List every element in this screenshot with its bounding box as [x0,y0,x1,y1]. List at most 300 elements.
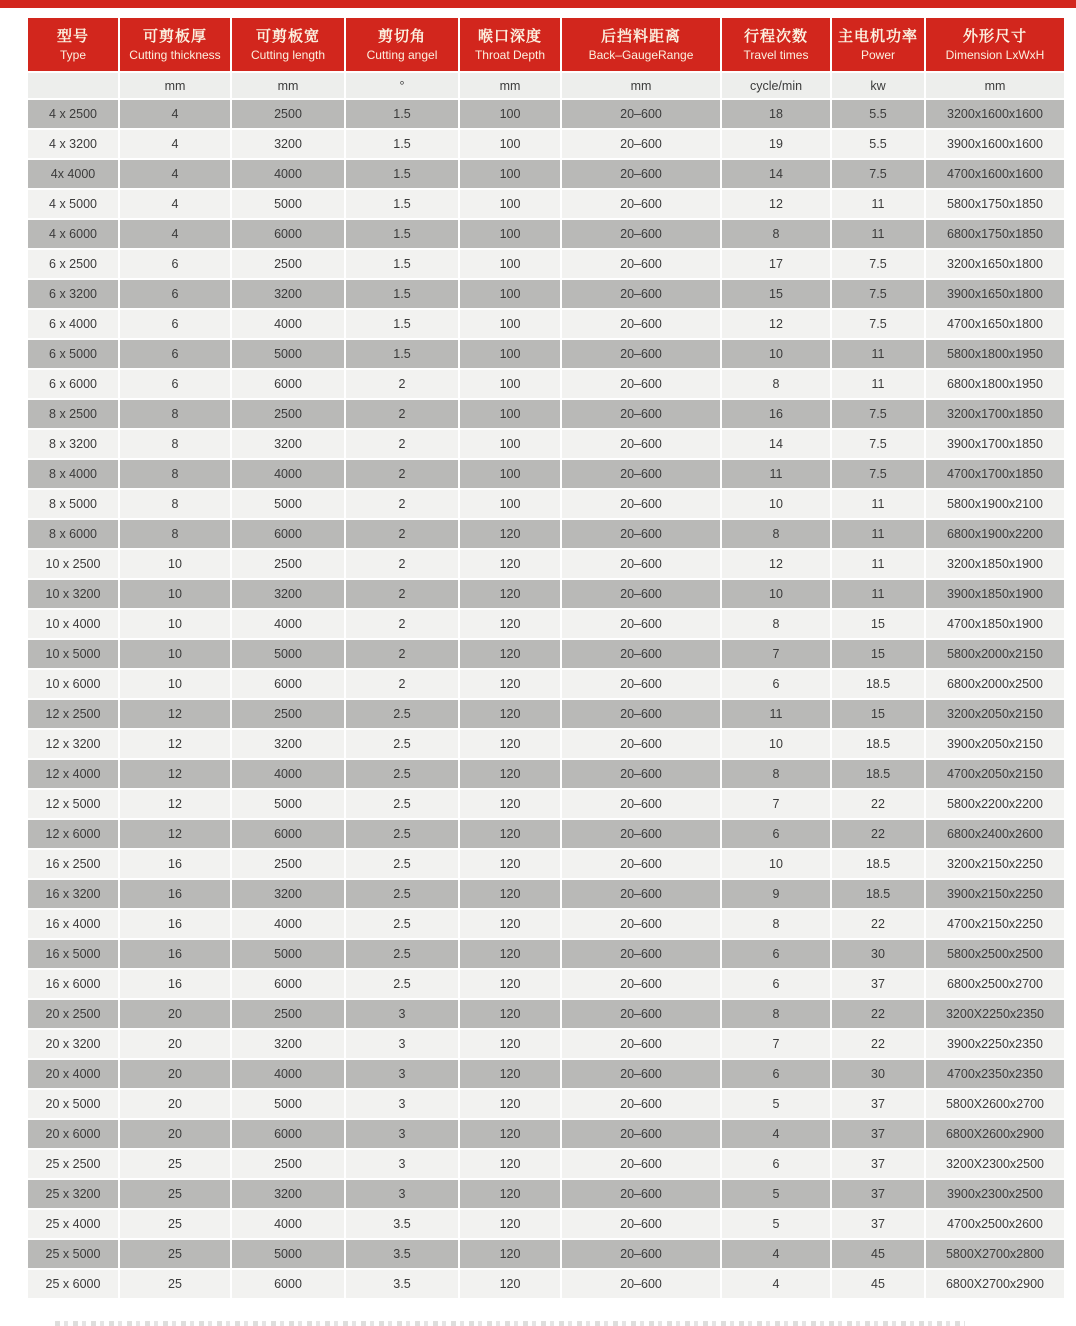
table-cell: 10 [120,670,230,698]
table-cell: 20 x 4000 [28,1060,118,1088]
table-row [28,190,1064,218]
table-cell: 5800x1800x1950 [926,340,1064,368]
table-cell: 20 x 6000 [28,1120,118,1148]
table-cell: 37 [832,970,924,998]
table-cell: 20–600 [562,610,720,638]
table-cell: 100 [460,160,560,188]
table-cell: 37 [832,1090,924,1118]
table-cell: 2 [346,430,458,458]
table-cell: 20–600 [562,1180,720,1208]
table-cell: 3900x2250x2350 [926,1030,1064,1058]
table-cell: 25 [120,1180,230,1208]
table-cell: 2500 [232,100,344,128]
table-cell: 120 [460,1000,560,1028]
table-cell: 20–600 [562,850,720,878]
table-cell: 16 [120,880,230,908]
table-cell: 20–600 [562,250,720,278]
table-cell: 1.5 [346,100,458,128]
table-cell: 2500 [232,400,344,428]
table-cell: 3200x1650x1800 [926,250,1064,278]
table-cell: 4700x2500x2600 [926,1210,1064,1238]
table-cell: 5000 [232,340,344,368]
table-cell: 120 [460,880,560,908]
table-cell: 20–600 [562,670,720,698]
table-cell: 25 [120,1240,230,1268]
table-cell: 20–600 [562,790,720,818]
table-cell: 12 [120,760,230,788]
table-cell: 6 [722,940,830,968]
table-cell: 12 x 3200 [28,730,118,758]
table-cell: 5 [722,1210,830,1238]
table-cell: 20–600 [562,430,720,458]
unit-cell: mm [232,73,344,98]
table-cell: 3200x2050x2150 [926,700,1064,728]
table-cell: 12 [722,190,830,218]
table-row [28,580,1064,608]
table-cell: 20–600 [562,1030,720,1058]
units-row [28,73,1064,98]
table-cell: 4000 [232,160,344,188]
table-cell: 5000 [232,190,344,218]
table-cell: 100 [460,220,560,248]
table-cell: 4700x2150x2250 [926,910,1064,938]
table-cell: 20 [120,1000,230,1028]
table-cell: 3200 [232,1030,344,1058]
column-header [232,18,344,71]
table-cell: 120 [460,640,560,668]
table-cell: 12 x 4000 [28,760,118,788]
table-cell: 6 x 5000 [28,340,118,368]
table-cell: 2500 [232,250,344,278]
table-cell: 20 x 2500 [28,1000,118,1028]
table-cell: 3 [346,1150,458,1178]
table-cell: 20 x 5000 [28,1090,118,1118]
table-cell: 5800X2600x2700 [926,1090,1064,1118]
table-cell: 2.5 [346,730,458,758]
column-header-zh: 行程次数 [743,27,808,45]
table-cell: 20–600 [562,1000,720,1028]
table-cell: 100 [460,130,560,158]
table-cell: 120 [460,700,560,728]
unit-cell: ° [346,73,458,98]
table-cell: 3.5 [346,1210,458,1238]
table-cell: 2 [346,580,458,608]
table-cell: 5000 [232,940,344,968]
table-cell: 16 x 6000 [28,970,118,998]
table-row [28,1240,1064,1268]
table-cell: 25 [120,1270,230,1298]
column-header-zh: 剪切角 [377,27,426,45]
table-row [28,1270,1064,1298]
table-cell: 120 [460,820,560,848]
table-cell: 2.5 [346,700,458,728]
cutoff-footnote-text [55,1321,965,1326]
table-cell: 7 [722,640,830,668]
table-cell: 4 [120,130,230,158]
table-cell: 7 [722,1030,830,1058]
table-cell: 8 [722,370,830,398]
table-cell: 6 [722,970,830,998]
table-cell: 20–600 [562,700,720,728]
table-cell: 16 x 2500 [28,850,118,878]
table-cell: 15 [722,280,830,308]
table-cell: 3900x1650x1800 [926,280,1064,308]
column-header [562,18,720,71]
table-cell: 20–600 [562,460,720,488]
table-cell: 20–600 [562,100,720,128]
table-cell: 11 [832,550,924,578]
table-cell: 16 [120,910,230,938]
table-cell: 3200x1700x1850 [926,400,1064,428]
table-cell: 16 [120,970,230,998]
column-header-en: Type [59,47,86,62]
table-cell: 20–600 [562,160,720,188]
table-cell: 10 [722,340,830,368]
table-cell: 2.5 [346,880,458,908]
table-cell: 17 [722,250,830,278]
table-cell: 25 x 3200 [28,1180,118,1208]
table-cell: 3 [346,1180,458,1208]
table-cell: 12 [722,550,830,578]
table-cell: 1.5 [346,220,458,248]
table-cell: 10 [120,550,230,578]
table-row [28,1000,1064,1028]
header-row [28,18,1064,71]
table-row [28,1180,1064,1208]
table-cell: 22 [832,910,924,938]
table-row [28,640,1064,668]
table-cell: 4 x 5000 [28,190,118,218]
table-cell: 20–600 [562,550,720,578]
table-cell: 25 x 2500 [28,1150,118,1178]
table-cell: 4000 [232,1060,344,1088]
table-cell: 16 x 3200 [28,880,118,908]
table-row [28,760,1064,788]
table-cell: 1.5 [346,160,458,188]
table-cell: 6 x 2500 [28,250,118,278]
table-cell: 20–600 [562,520,720,548]
table-cell: 45 [832,1240,924,1268]
table-cell: 16 x 5000 [28,940,118,968]
table-cell: 5 [722,1090,830,1118]
unit-cell: mm [926,73,1064,98]
table-cell: 20–600 [562,880,720,908]
table-cell: 10 [722,730,830,758]
table-cell: 10 x 4000 [28,610,118,638]
table-cell: 3200X2250x2350 [926,1000,1064,1028]
table-cell: 100 [460,490,560,518]
table-cell: 20–600 [562,1150,720,1178]
table-cell: 37 [832,1120,924,1148]
table-cell: 6000 [232,970,344,998]
table-cell: 6800x2500x2700 [926,970,1064,998]
table-cell: 120 [460,1120,560,1148]
table-cell: 25 x 6000 [28,1270,118,1298]
table-cell: 8 [120,430,230,458]
table-cell: 6 [120,250,230,278]
table-cell: 2500 [232,550,344,578]
table-cell: 12 x 5000 [28,790,118,818]
table-cell: 2 [346,490,458,518]
column-header [722,18,830,71]
table-cell: 8 [120,400,230,428]
table-cell: 8 [722,520,830,548]
table-cell: 20–600 [562,1060,720,1088]
table-cell: 19 [722,130,830,158]
table-cell: 4000 [232,310,344,338]
table-cell: 3900x1600x1600 [926,130,1064,158]
table-cell: 18 [722,100,830,128]
table-cell: 5800x2500x2500 [926,940,1064,968]
table-cell: 5000 [232,640,344,668]
column-header-zh: 主电机功率 [837,27,918,45]
table-cell: 3200 [232,580,344,608]
table-row [28,610,1064,638]
column-header-en: Cutting angel [366,47,438,62]
table-row [28,940,1064,968]
table-cell: 120 [460,520,560,548]
table-cell: 8 [722,1000,830,1028]
unit-cell: kw [832,73,924,98]
table-cell: 10 [722,850,830,878]
table-cell: 15 [832,610,924,638]
table-row [28,850,1064,878]
column-header [120,18,230,71]
table-row [28,790,1064,818]
table-cell: 18.5 [832,880,924,908]
table-cell: 120 [460,940,560,968]
table-cell: 2.5 [346,940,458,968]
table-cell: 6 [120,370,230,398]
unit-cell: mm [562,73,720,98]
table-cell: 11 [832,220,924,248]
table-cell: 20 [120,1060,230,1088]
table-cell: 12 [120,700,230,728]
table-cell: 7.5 [832,250,924,278]
table-cell: 3900x2150x2250 [926,880,1064,908]
table-cell: 30 [832,1060,924,1088]
table-cell: 4 [722,1270,830,1298]
table-cell: 4700x1600x1600 [926,160,1064,188]
table-cell: 4 [722,1240,830,1268]
table-row [28,1030,1064,1058]
column-header-zh: 可剪板宽 [255,27,320,45]
table-row [28,430,1064,458]
table-cell: 120 [460,550,560,578]
table-cell: 11 [832,370,924,398]
table-row [28,670,1064,698]
table-cell: 6000 [232,670,344,698]
table-cell: 6 [722,670,830,698]
table-cell: 120 [460,1240,560,1268]
table-cell: 3200 [232,280,344,308]
table-cell: 1.5 [346,340,458,368]
table-cell: 12 [120,730,230,758]
table-cell: 1.5 [346,130,458,158]
column-header-zh: 后挡料距离 [600,27,681,45]
table-cell: 20–600 [562,220,720,248]
table-cell: 1.5 [346,250,458,278]
table-cell: 3200X2300x2500 [926,1150,1064,1178]
table-cell: 6000 [232,1120,344,1148]
table-cell: 6 [120,310,230,338]
table-cell: 12 [120,790,230,818]
table-cell: 8 x 6000 [28,520,118,548]
table-cell: 20 [120,1030,230,1058]
table-cell: 20–600 [562,730,720,758]
table-cell: 15 [832,700,924,728]
column-header-en: Dimension LxWxH [945,47,1045,62]
table-cell: 6800X2600x2900 [926,1120,1064,1148]
table-row [28,160,1064,188]
unit-cell: mm [460,73,560,98]
table-cell: 2 [346,670,458,698]
table-cell: 2.5 [346,790,458,818]
table-cell: 2 [346,370,458,398]
table-cell: 6 [722,1060,830,1088]
table-cell: 7.5 [832,460,924,488]
table-cell: 3200x1600x1600 [926,100,1064,128]
table-cell: 120 [460,760,560,788]
table-cell: 8 [120,460,230,488]
table-cell: 4 x 2500 [28,100,118,128]
table-cell: 100 [460,370,560,398]
table-cell: 3200x1850x1900 [926,550,1064,578]
table-cell: 4700x2350x2350 [926,1060,1064,1088]
column-header [926,18,1064,71]
table-cell: 120 [460,1270,560,1298]
table-row [28,100,1064,128]
column-header [28,18,118,71]
table-cell: 25 x 4000 [28,1210,118,1238]
table-cell: 120 [460,1210,560,1238]
table-cell: 3200x2150x2250 [926,850,1064,878]
table-cell: 12 x 2500 [28,700,118,728]
table-cell: 3200 [232,730,344,758]
table-cell: 5800x2200x2200 [926,790,1064,818]
table-cell: 10 x 6000 [28,670,118,698]
table-cell: 100 [460,430,560,458]
table-cell: 20–600 [562,190,720,218]
column-header-en: Cutting length [250,47,326,62]
table-cell: 12 [722,310,830,338]
table-cell: 3900x1850x1900 [926,580,1064,608]
table-cell: 4 [120,220,230,248]
column-header-zh: 外形尺寸 [962,27,1027,45]
table-cell: 5.5 [832,100,924,128]
table-cell: 25 x 5000 [28,1240,118,1268]
table-cell: 6000 [232,1270,344,1298]
column-header [346,18,458,71]
table-row [28,340,1064,368]
table-cell: 4x 4000 [28,160,118,188]
table-cell: 7.5 [832,430,924,458]
table-cell: 11 [832,580,924,608]
table-cell: 10 [722,580,830,608]
table-row [28,1150,1064,1178]
table-cell: 4000 [232,760,344,788]
table-cell: 10 [722,490,830,518]
table-cell: 5800x1900x2100 [926,490,1064,518]
table-cell: 7 [722,790,830,818]
table-cell: 22 [832,1030,924,1058]
table-cell: 3 [346,1000,458,1028]
table-cell: 18.5 [832,760,924,788]
table-cell: 12 [120,820,230,848]
table-cell: 20–600 [562,1120,720,1148]
table-cell: 16 [722,400,830,428]
table-cell: 4000 [232,610,344,638]
table-cell: 3900x1700x1850 [926,430,1064,458]
table-cell: 20–600 [562,580,720,608]
table-cell: 6000 [232,520,344,548]
table-cell: 8 [120,490,230,518]
table-cell: 2 [346,460,458,488]
table-cell: 2.5 [346,850,458,878]
table-cell: 5.5 [832,130,924,158]
column-header-en: Throat Depth [474,47,546,62]
table-cell: 22 [832,820,924,848]
table-cell: 3.5 [346,1270,458,1298]
table-cell: 4 [722,1120,830,1148]
table-cell: 100 [460,280,560,308]
table-cell: 11 [722,460,830,488]
table-cell: 3 [346,1120,458,1148]
table-cell: 20 [120,1090,230,1118]
table-cell: 20–600 [562,400,720,428]
table-cell: 2 [346,640,458,668]
table-cell: 10 x 2500 [28,550,118,578]
table-cell: 3200 [232,430,344,458]
table-cell: 20–600 [562,130,720,158]
column-header-en: Power [860,47,895,62]
table-row [28,1060,1064,1088]
table-row [28,460,1064,488]
table-cell: 8 x 3200 [28,430,118,458]
table-cell: 11 [832,340,924,368]
table-row [28,520,1064,548]
table-cell: 6000 [232,220,344,248]
table-cell: 5 [722,1180,830,1208]
table-cell: 5800x2000x2150 [926,640,1064,668]
table-cell: 20–600 [562,970,720,998]
table-cell: 3.5 [346,1240,458,1268]
table-cell: 6 x 6000 [28,370,118,398]
table-cell: 6800x2400x2600 [926,820,1064,848]
column-header-zh: 喉口深度 [477,27,542,45]
table-cell: 100 [460,400,560,428]
table-cell: 3900x2050x2150 [926,730,1064,758]
table-cell: 100 [460,250,560,278]
table-cell: 20–600 [562,340,720,368]
table-cell: 100 [460,340,560,368]
table-row [28,550,1064,578]
table-cell: 2500 [232,1150,344,1178]
table-cell: 7.5 [832,280,924,308]
table-cell: 4 x 6000 [28,220,118,248]
table-cell: 7.5 [832,400,924,428]
table-cell: 8 [722,220,830,248]
table-row [28,280,1064,308]
unit-cell [28,73,118,98]
table-cell: 2 [346,520,458,548]
table-cell: 16 x 4000 [28,910,118,938]
table-cell: 37 [832,1210,924,1238]
table-row [28,910,1064,938]
table-body [28,100,1064,1298]
table-cell: 8 [722,910,830,938]
table-cell: 20–600 [562,910,720,938]
